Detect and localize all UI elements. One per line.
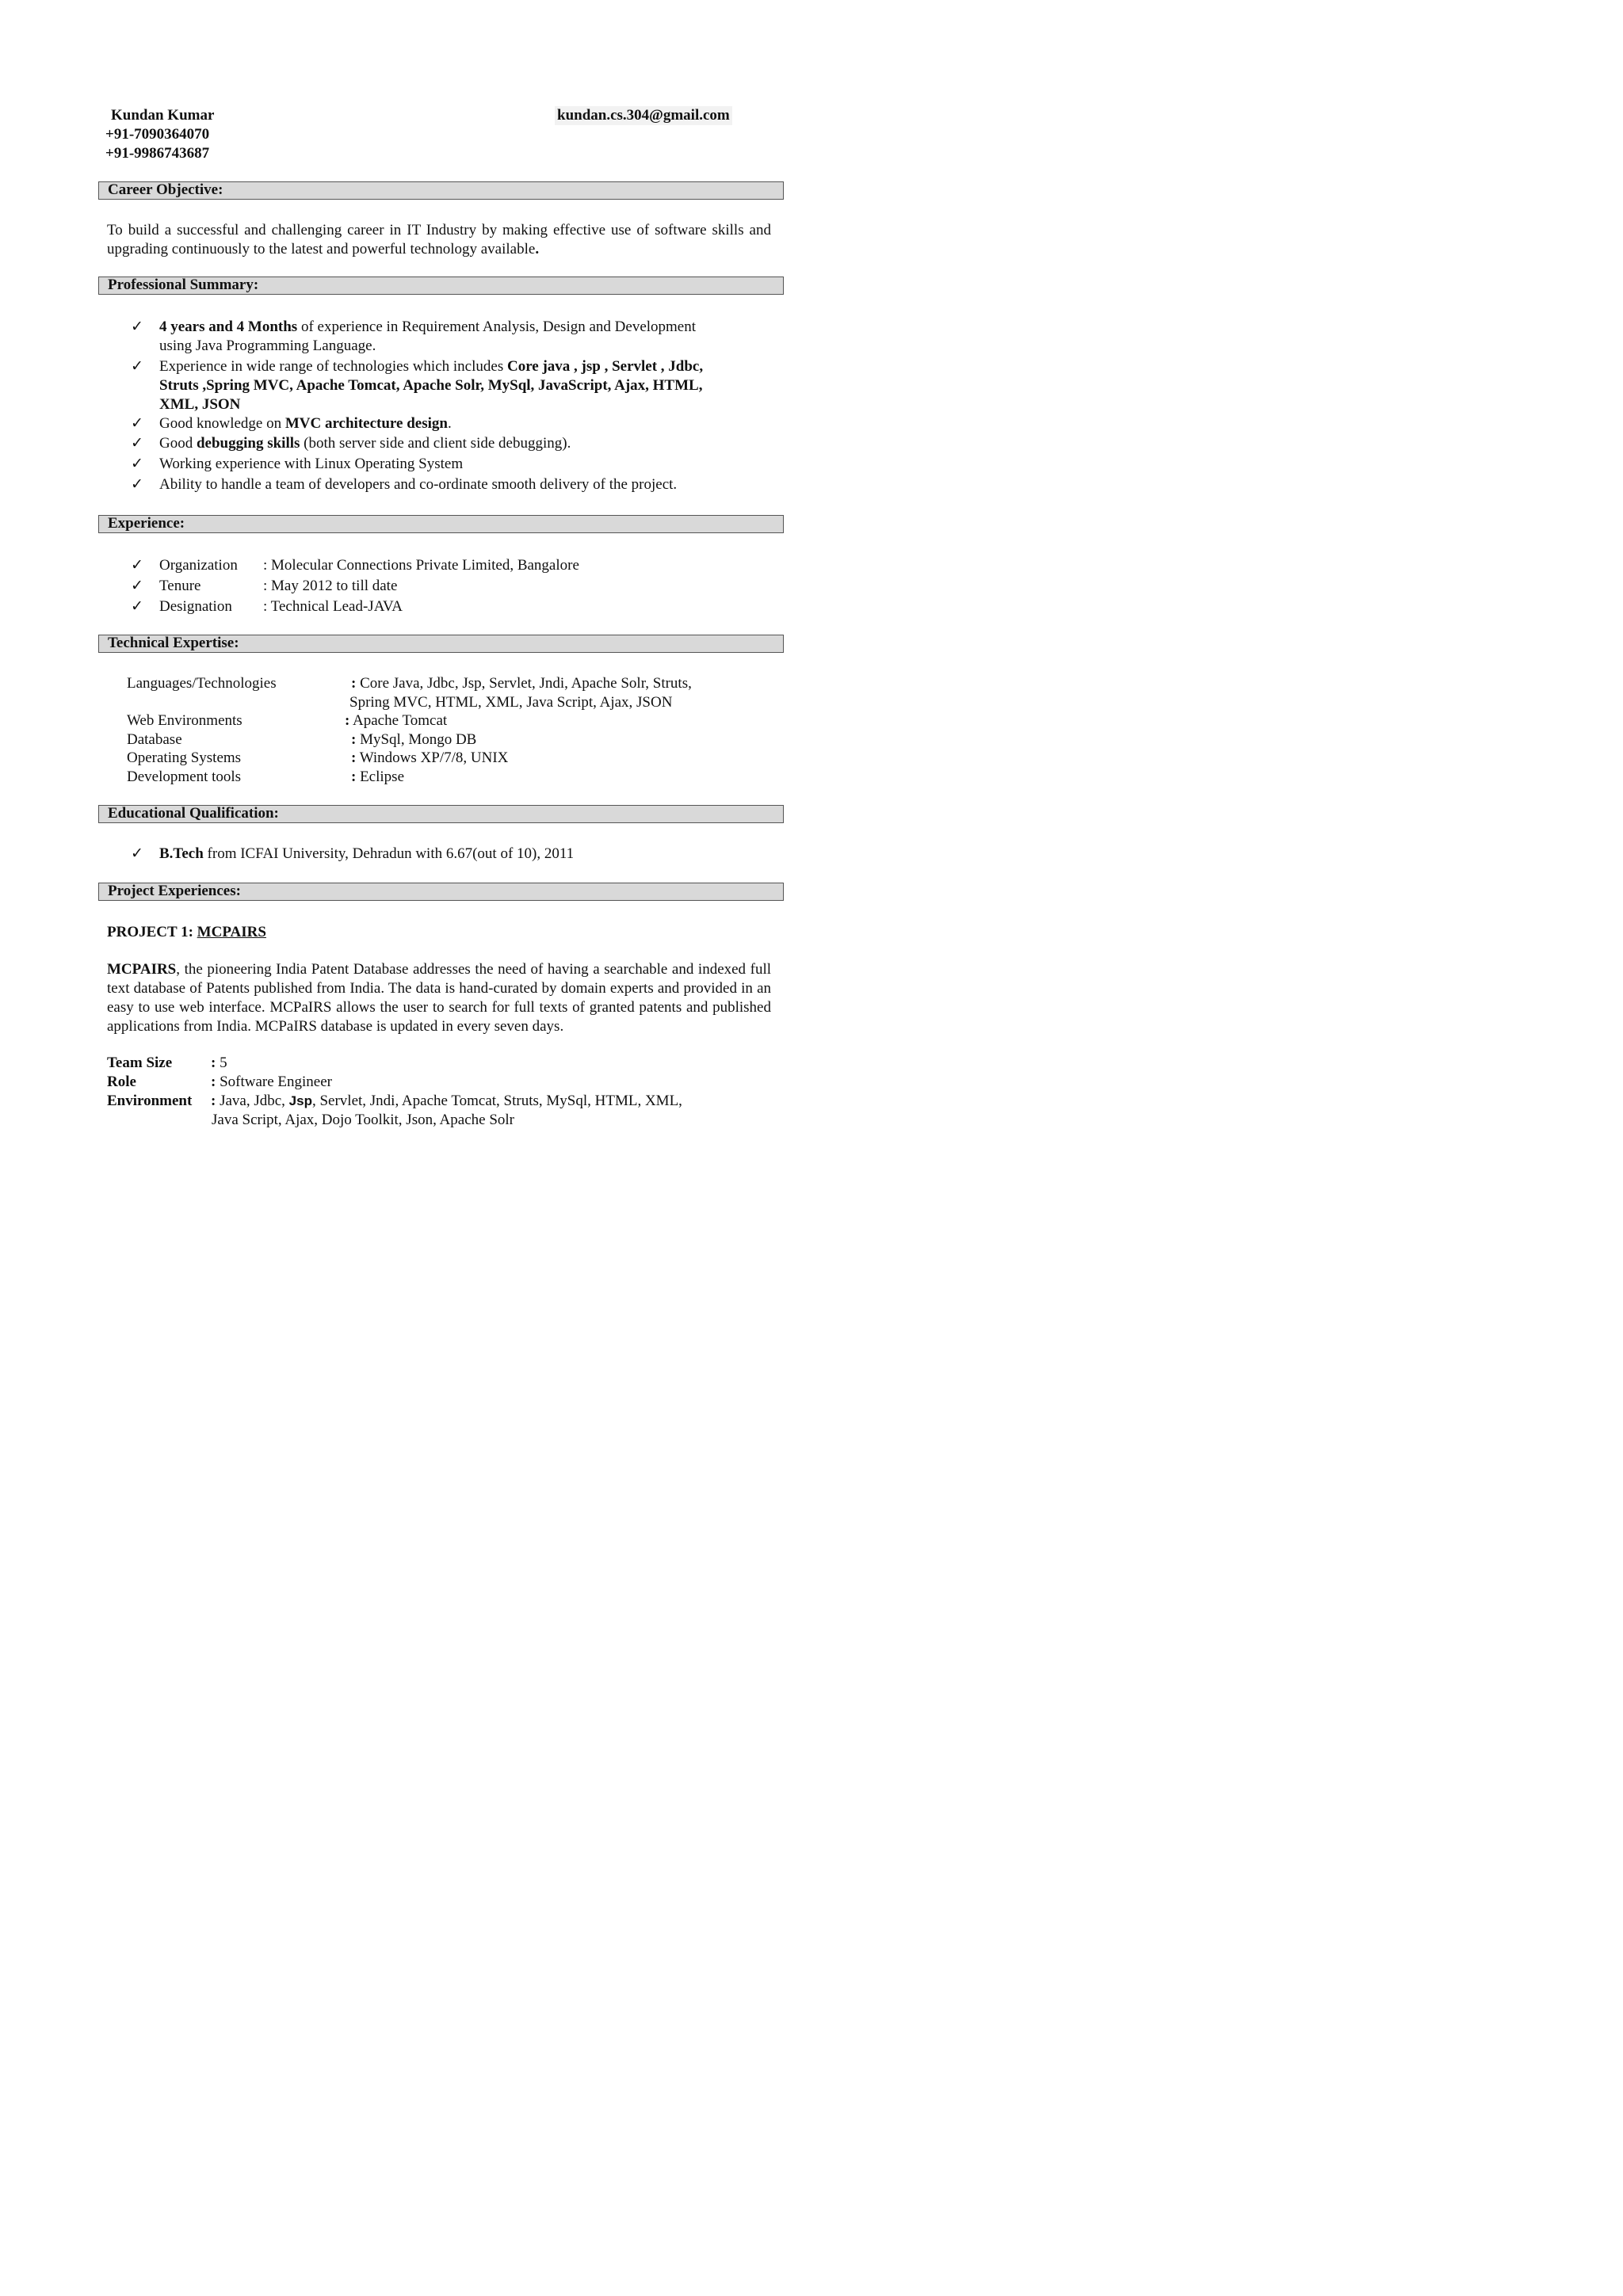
summary-item-linux: Working experience with Linux Operating System (159, 456, 464, 472)
summary-item-team: Ability to handle a team of developers and co-ordinate smooth delivery of the project. (159, 476, 678, 493)
phone-number-2: +91-9986743687 (105, 145, 210, 162)
section-heading: Project Experiences: (108, 883, 241, 899)
role-value (211, 1073, 332, 1092)
experience-label-organization: Organization (159, 557, 238, 574)
role-text: Software Engineer (216, 1074, 332, 1090)
section-heading: Professional Summary: (108, 277, 259, 293)
summary-item-mvc (159, 414, 777, 433)
summary-text: of experience in Requirement Analysis, Design and Development (297, 318, 697, 335)
summary-highlight: debugging skills (196, 435, 300, 452)
tech-colon: : (351, 675, 357, 692)
check-icon: ✓ (131, 598, 143, 615)
environment-text: , Servlet, Jndi, Apache Tomcat, Struts, MySql, HTML, XML, (311, 1093, 682, 1109)
environment-value-cont: Java Script, Ajax, Dojo Toolkit, Json, Apache Solr (212, 1112, 514, 1128)
tech-label-operating-systems: Operating Systems (127, 749, 242, 766)
section-project-experiences (98, 883, 784, 901)
environment-value (211, 1092, 766, 1111)
section-experience (98, 515, 784, 533)
section-technical-expertise (98, 635, 784, 653)
check-icon: ✓ (131, 845, 143, 862)
tech-value-database (351, 730, 763, 749)
tech-colon: : (345, 712, 350, 729)
summary-text: (both server side and client side debugging). (300, 435, 571, 452)
team-size-label: Team Size (107, 1055, 173, 1071)
tech-value-languages-cont: Spring MVC, HTML, XML, Java Script, Ajax, JSON (349, 694, 673, 711)
project-name: MCPAIRS (197, 924, 266, 940)
phone-number-1: +91-7090364070 (105, 126, 210, 143)
tech-value-text: Apache Tomcat (349, 712, 448, 729)
section-heading: Experience: (108, 515, 185, 532)
field-colon: : (211, 1074, 216, 1090)
project-title (107, 923, 266, 942)
email-address[interactable]: kundan.cs.304@gmail.com (555, 106, 732, 125)
environment-label: Environment (107, 1093, 193, 1109)
check-icon: ✓ (131, 476, 143, 493)
experience-label-designation: Designation (159, 598, 232, 615)
summary-years: 4 years and 4 Months (159, 318, 298, 335)
tech-label-database: Database (127, 731, 182, 748)
project-desc-name: MCPAIRS (107, 961, 177, 978)
summary-text: using Java Programming Language. (159, 338, 376, 354)
team-size-value (211, 1054, 227, 1073)
tech-value-web-environments (345, 711, 757, 730)
check-icon: ✓ (131, 557, 143, 574)
environment-text: Java, Jdbc, (216, 1093, 289, 1109)
summary-text: Good (159, 435, 197, 452)
experience-value-organization: : Molecular Connections Private Limited, Bangalore (263, 557, 579, 574)
check-icon: ✓ (131, 318, 143, 335)
summary-tech-list: Core java , jsp , Servlet , Jdbc, (506, 358, 704, 375)
career-objective-text (107, 221, 771, 259)
check-icon: ✓ (131, 435, 143, 452)
summary-tech-list: XML, JSON (159, 396, 241, 413)
summary-text: Good knowledge on (159, 415, 285, 432)
experience-label-tenure: Tenure (159, 578, 201, 594)
section-career-objective (98, 181, 784, 200)
section-heading: Educational Qualification: (108, 805, 279, 822)
objective-end-mark: . (535, 241, 540, 257)
education-item (159, 845, 777, 864)
tech-colon: : (351, 749, 357, 766)
tech-value-operating-systems (351, 749, 763, 768)
tech-colon: : (351, 769, 357, 785)
summary-highlight: MVC architecture design (285, 415, 448, 432)
tech-label-development-tools: Development tools (127, 769, 242, 785)
experience-value-designation: : Technical Lead-JAVA (263, 598, 403, 615)
summary-text: . (447, 415, 452, 432)
summary-text: Experience in wide range of technologies which includes (159, 358, 507, 375)
tech-colon: : (351, 731, 357, 748)
section-professional-summary (98, 277, 784, 295)
summary-item-debugging (159, 434, 777, 453)
candidate-name: Kundan Kumar (111, 107, 215, 124)
tech-value-languages (351, 674, 763, 693)
summary-tech-list: Struts ,Spring MVC, Apache Tomcat, Apache Solr, MySql, JavaScript, Ajax, HTML, (159, 377, 703, 394)
tech-value-text: Eclipse (356, 769, 405, 785)
tech-value-text: Core Java, Jdbc, Jsp, Servlet, Jndi, Apache Solr, Struts, (356, 675, 692, 692)
section-heading: Career Objective: (108, 181, 223, 198)
tech-label-web-environments: Web Environments (127, 712, 242, 729)
degree: B.Tech (159, 845, 204, 862)
section-heading: Technical Expertise: (108, 635, 239, 651)
tech-value-development-tools (351, 768, 763, 787)
tech-value-text: Windows XP/7/8, UNIX (356, 749, 509, 766)
check-icon: ✓ (131, 358, 143, 375)
tech-label-languages: Languages/Technologies (127, 675, 277, 692)
project-description (107, 960, 771, 1036)
check-icon: ✓ (131, 415, 143, 432)
environment-jsp: Jsp (288, 1093, 312, 1108)
tech-value-text: MySql, Mongo DB (356, 731, 477, 748)
summary-item-experience (159, 318, 777, 356)
team-size-text: 5 (216, 1055, 227, 1071)
project-number: PROJECT 1: (107, 924, 197, 940)
field-colon: : (211, 1055, 216, 1071)
education-detail: from ICFAI University, Dehradun with 6.67(out of 10), 2011 (203, 845, 575, 862)
experience-value-tenure: : May 2012 to till date (263, 578, 398, 594)
role-label: Role (107, 1074, 136, 1090)
check-icon: ✓ (131, 456, 143, 472)
project-desc-text: , the pioneering India Patent Database addresses the need of having a searchable and indexed full text database of Patents published from India. The data is hand-curated by domain experts and provided in an easy to use web interface. MCPaIRS allows the user to search for full texts of granted patents and published applications from India. MCPaIRS database is updated in every seven days. (107, 961, 771, 1035)
check-icon: ✓ (131, 578, 143, 594)
summary-item-technologies (159, 357, 777, 414)
field-colon: : (211, 1093, 216, 1109)
objective-body: To build a successful and challenging career in IT Industry by making effective use of software skills and upgrading continuously to the latest and powerful technology available (107, 222, 771, 257)
section-educational-qualification (98, 805, 784, 823)
